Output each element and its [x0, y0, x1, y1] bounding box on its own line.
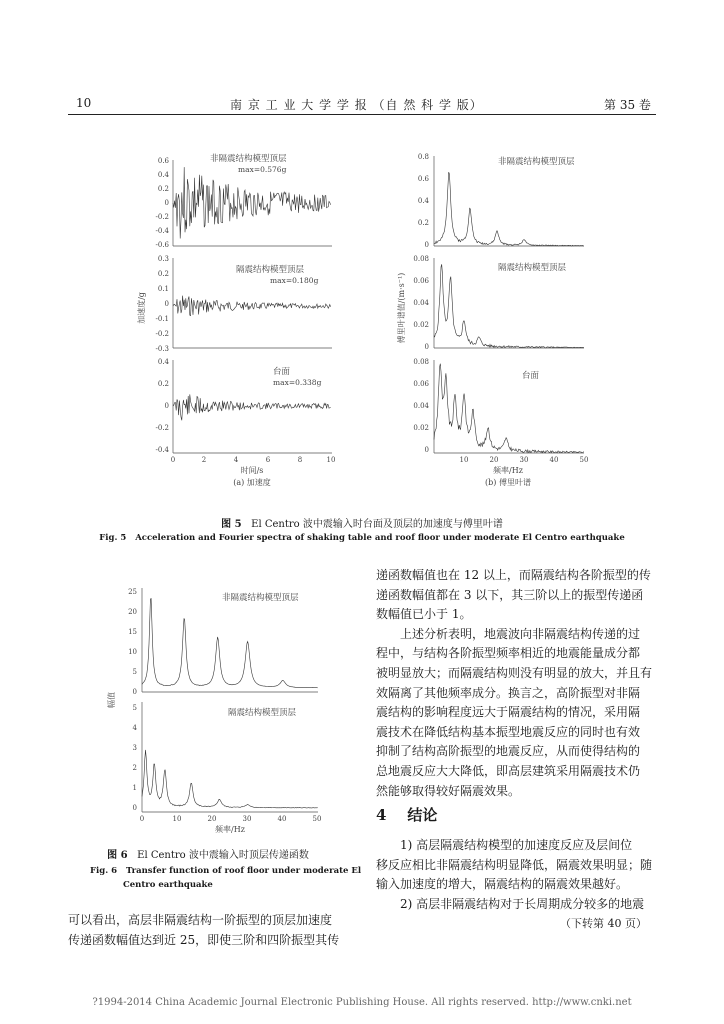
- fig6-caption-en-label: Fig. 6: [90, 866, 118, 876]
- fou-p1-ytick: 0.8: [417, 153, 429, 161]
- text-line: 震技术在降低结构基本振型地震反应的同时也有效: [376, 724, 641, 739]
- conclusion-text: [376, 836, 658, 914]
- tf-p1-signal: [142, 598, 318, 688]
- fou-p1-yticks: [418, 153, 430, 249]
- fig6-caption-cn: [68, 846, 348, 861]
- fou-xtick: 30: [519, 456, 529, 464]
- fou-panel-2: [413, 255, 584, 351]
- tf-ylabel: 幅值: [107, 692, 116, 708]
- tf-p2-ytick: 1: [132, 784, 137, 792]
- tf-panel-2: [133, 702, 322, 834]
- acc-panel-1: [156, 153, 333, 249]
- acc-panel-3: [156, 358, 336, 487]
- acc-p1-max: max=0.576g: [238, 165, 287, 174]
- fou-ylabel: 傅里叶谱值/(m·s⁻¹): [397, 272, 406, 344]
- acc-p2-ytick: 0.1: [157, 285, 169, 293]
- volume: 第 35 卷: [604, 98, 651, 112]
- fou-p1-ytick: 0: [424, 241, 429, 249]
- acc-p1-ytick: 0.6: [157, 157, 169, 165]
- text-line: 抑制了结构高阶振型的地震反应，从而使得结构的: [376, 744, 641, 759]
- acc-p3-max: max=0.338g: [273, 378, 322, 387]
- fou-xticks: [460, 456, 589, 464]
- acc-xtick: 8: [297, 456, 303, 464]
- acc-p3-ytick: -0.4: [155, 446, 169, 454]
- section-heading: [376, 804, 437, 825]
- tf-xtick: 0: [139, 815, 145, 823]
- acc-panel-2: [156, 255, 333, 353]
- fou-panel-1: [418, 153, 584, 249]
- acc-p2-ytick: 0: [164, 300, 169, 308]
- tf-p1-ytick: 10: [128, 648, 137, 656]
- fou-p2-ytick: 0.06: [413, 277, 429, 285]
- fig6-caption-en: [90, 864, 361, 892]
- fig5-caption-en-label: Fig. 5: [99, 533, 127, 543]
- fou-p1-ytick: 0.2: [417, 219, 429, 227]
- fou-p3-ytick: 0: [424, 446, 429, 454]
- tf-xtick: 50: [312, 815, 322, 823]
- text-line: 移反应相比非隔震结构明显降低，隔震效果明显；随: [376, 857, 653, 872]
- acc-p2-ytick: 0.3: [157, 255, 169, 263]
- acc-p3-ytick: 0: [164, 402, 169, 410]
- acc-p1-ytick: 0.2: [157, 185, 169, 193]
- fou-p3-yticks: [413, 358, 429, 454]
- tf-p2-ytick: 0: [132, 804, 137, 812]
- text-line: 1) 高层隔震结构模型的加速度反应及层间位: [400, 838, 633, 852]
- acc-p1-yticks: [156, 157, 170, 249]
- text-line: 然能够取得较好隔震效果。: [376, 783, 521, 798]
- acc-ylabel: 加速度/g: [137, 292, 146, 324]
- fou-xtick: 40: [549, 456, 559, 464]
- fou-p2-title: 隔震结构模型顶层: [498, 263, 567, 273]
- acc-p2-max: max=0.180g: [270, 276, 319, 285]
- text-line: 数幅值已小于 1。: [376, 607, 472, 622]
- acc-xlabel: 时间/s: [240, 466, 264, 475]
- section-title: 结论: [407, 806, 438, 824]
- fou-p2-ytick: 0.08: [413, 255, 429, 263]
- header-rule: [68, 114, 656, 115]
- text-line: 被明显放大；而隔震结构则没有明显的放大，并且有: [376, 665, 653, 680]
- fou-p3-ytick: 0.06: [413, 380, 429, 388]
- tf-xtick: 10: [172, 815, 182, 823]
- fig5-caption-cn-label: 图 5: [221, 519, 242, 530]
- tf-xlabel: 频率/Hz: [215, 825, 245, 834]
- tf-p1-ytick: 25: [128, 588, 137, 596]
- tf-xtick: 40: [277, 815, 287, 823]
- acc-p2-yticks: [156, 255, 170, 353]
- fou-p2-signal: [434, 264, 584, 348]
- acc-xtick: 6: [265, 456, 271, 464]
- text-line: 输入加速度的增大，隔震结构的隔震效果越好。: [376, 877, 629, 892]
- acc-xtick: 0: [170, 456, 176, 464]
- acc-p3-ytick: 0.4: [157, 358, 169, 366]
- acc-p2-ytick: -0.3: [155, 345, 169, 353]
- acc-xtick: 10: [326, 456, 336, 464]
- fou-p2-yticks: [413, 255, 429, 351]
- text-line: 上述分析表明，地震波向非隔震结构传递的过: [400, 626, 641, 641]
- fou-p3-ytick: 0.04: [413, 402, 429, 410]
- fou-sublabel: (b) 傅里叶谱: [485, 478, 531, 487]
- fig5: [136, 148, 606, 492]
- tf-p1-ytick: 0: [132, 688, 137, 696]
- text-line: 可以看出，高层非隔震结构一阶振型的顶层加速度: [68, 913, 333, 927]
- acc-p2-ytick: -0.2: [155, 330, 169, 338]
- fig6-caption-en-line1: Transfer function of roof floor under moderate El: [125, 866, 362, 876]
- acc-sublabel: (a) 加速度: [233, 478, 271, 487]
- right-column-text: [376, 566, 658, 801]
- text-line: 程中，与结构各阶振型频率相近的地震能量成分都: [376, 646, 641, 661]
- fig5-caption-en: [0, 533, 724, 543]
- tf-xticks: [140, 815, 322, 823]
- fou-p2-ytick: 0: [424, 343, 429, 351]
- page-number: 10: [76, 96, 92, 110]
- acc-p2-signal: [173, 296, 331, 316]
- acc-p3-ytick: -0.2: [155, 424, 169, 432]
- tf-p2-ytick: 5: [132, 704, 137, 712]
- acc-p1-signal: [173, 167, 331, 238]
- fou-p1-ytick: 0.4: [417, 197, 429, 205]
- text-line: 递函数幅值也在 12 以上，而隔震结构各阶振型的传: [376, 568, 651, 582]
- tf-panel-1: [128, 588, 318, 696]
- journal-title: 南 京 工 业 大 学 学 报 （自 然 科 学 版）: [230, 98, 483, 112]
- acc-p1-ytick: 0: [164, 199, 169, 207]
- text-line: 2) 高层非隔震结构对于长周期成分较多的地震: [400, 896, 645, 911]
- fou-xlabel: 频率/Hz: [493, 466, 523, 475]
- text-line: 震结构的影响程度远大于隔震结构的情况，采用隔: [376, 705, 641, 720]
- fou-p2-ytick: 0.02: [413, 321, 429, 329]
- fou-xtick: 50: [579, 456, 589, 464]
- tf-xtick: 20: [207, 815, 217, 823]
- text-line: 递函数幅值都在 3 以下，其三阶以上的振型传递函: [376, 587, 644, 602]
- tf-p2-ytick: 4: [132, 724, 137, 732]
- fou-p1-signal: [434, 172, 584, 246]
- acc-p2-ytick: -0.1: [155, 315, 169, 323]
- text-line: 效隔离了其他频率成分。换言之，高阶振型对非隔: [376, 685, 641, 700]
- acc-xtick: 2: [201, 456, 207, 464]
- acc-xtick: 4: [233, 456, 239, 464]
- fig6-caption-cn-label: 图 6: [107, 850, 128, 861]
- acc-p2-ytick: 0.2: [157, 270, 169, 278]
- tf-p1-ytick: 5: [132, 668, 137, 676]
- acc-p1-title: 非隔震结构模型顶层: [210, 154, 287, 164]
- fig6-caption-en-line2: Centro earthquake: [123, 880, 213, 890]
- fou-xtick: 10: [459, 456, 469, 464]
- tf-p1-title: 非隔震结构模型顶层: [222, 593, 299, 603]
- acc-p3-title: 台面: [273, 367, 291, 377]
- acc-p3-yticks: [156, 358, 170, 454]
- fou-p1-title: 非隔震结构模型顶层: [498, 157, 575, 167]
- copyright-footer: ?1994-2014 China Academic Journal Electronic Publishing House. All rights reserved. http://www.cnki.net: [92, 997, 632, 1008]
- fou-panel-3: [413, 358, 588, 487]
- acc-p1-ytick: -0.6: [155, 241, 169, 249]
- fig6: [104, 580, 336, 838]
- tf-p2-ytick: 2: [132, 764, 137, 772]
- section-number: 4: [376, 806, 387, 824]
- tf-p1-ytick: 20: [128, 608, 137, 616]
- tf-p2-ytick: 3: [132, 744, 137, 752]
- acc-p3-signal: [173, 394, 331, 420]
- tf-xtick: 30: [242, 815, 252, 823]
- fou-p1-ytick: 0.6: [417, 175, 429, 183]
- acc-xticks: [171, 456, 336, 464]
- fou-p3-title: 台面: [522, 371, 540, 381]
- tf-p1-ytick: 15: [128, 628, 137, 636]
- text-line: 传递函数幅值达到近 25，即使三阶和四阶振型其传: [68, 932, 340, 947]
- fig6-caption-cn-text: El Centro 波中震输入时顶层传递函数: [137, 850, 309, 861]
- fou-p3-ytick: 0.08: [413, 358, 429, 366]
- acc-p1-ytick: -0.4: [155, 227, 169, 235]
- acc-p3-ytick: 0.2: [157, 380, 169, 388]
- tf-p1-yticks: [128, 588, 137, 696]
- fig5-caption-cn: [0, 515, 724, 530]
- acc-p1-ytick: -0.2: [155, 213, 169, 221]
- fou-p3-ytick: 0.02: [413, 424, 429, 432]
- tf-p2-yticks: [133, 704, 138, 812]
- fou-xtick: 20: [489, 456, 499, 464]
- fig5-caption-cn-text: El Centro 波中震输入时台面及顶层的加速度与傅里叶谱: [251, 519, 503, 530]
- tf-p2-signal: [142, 750, 318, 808]
- continued-note: （下转第 40 页）: [560, 917, 647, 930]
- acc-p1-ytick: 0.4: [157, 171, 169, 179]
- text-line: 总地震反应大大降低，即高层建筑采用隔震技术仍: [376, 763, 641, 778]
- tf-p2-title: 隔震结构模型顶层: [228, 708, 297, 718]
- fig5-caption-en-text: Acceleration and Fourier spectra of shaking table and roof floor under moderate El Centro earthquake: [135, 533, 625, 543]
- fou-p3-signal: [434, 364, 584, 453]
- acc-p2-title: 隔震结构模型顶层: [236, 265, 305, 275]
- left-column-text: [68, 911, 360, 950]
- fou-p2-ytick: 0.04: [413, 299, 429, 307]
